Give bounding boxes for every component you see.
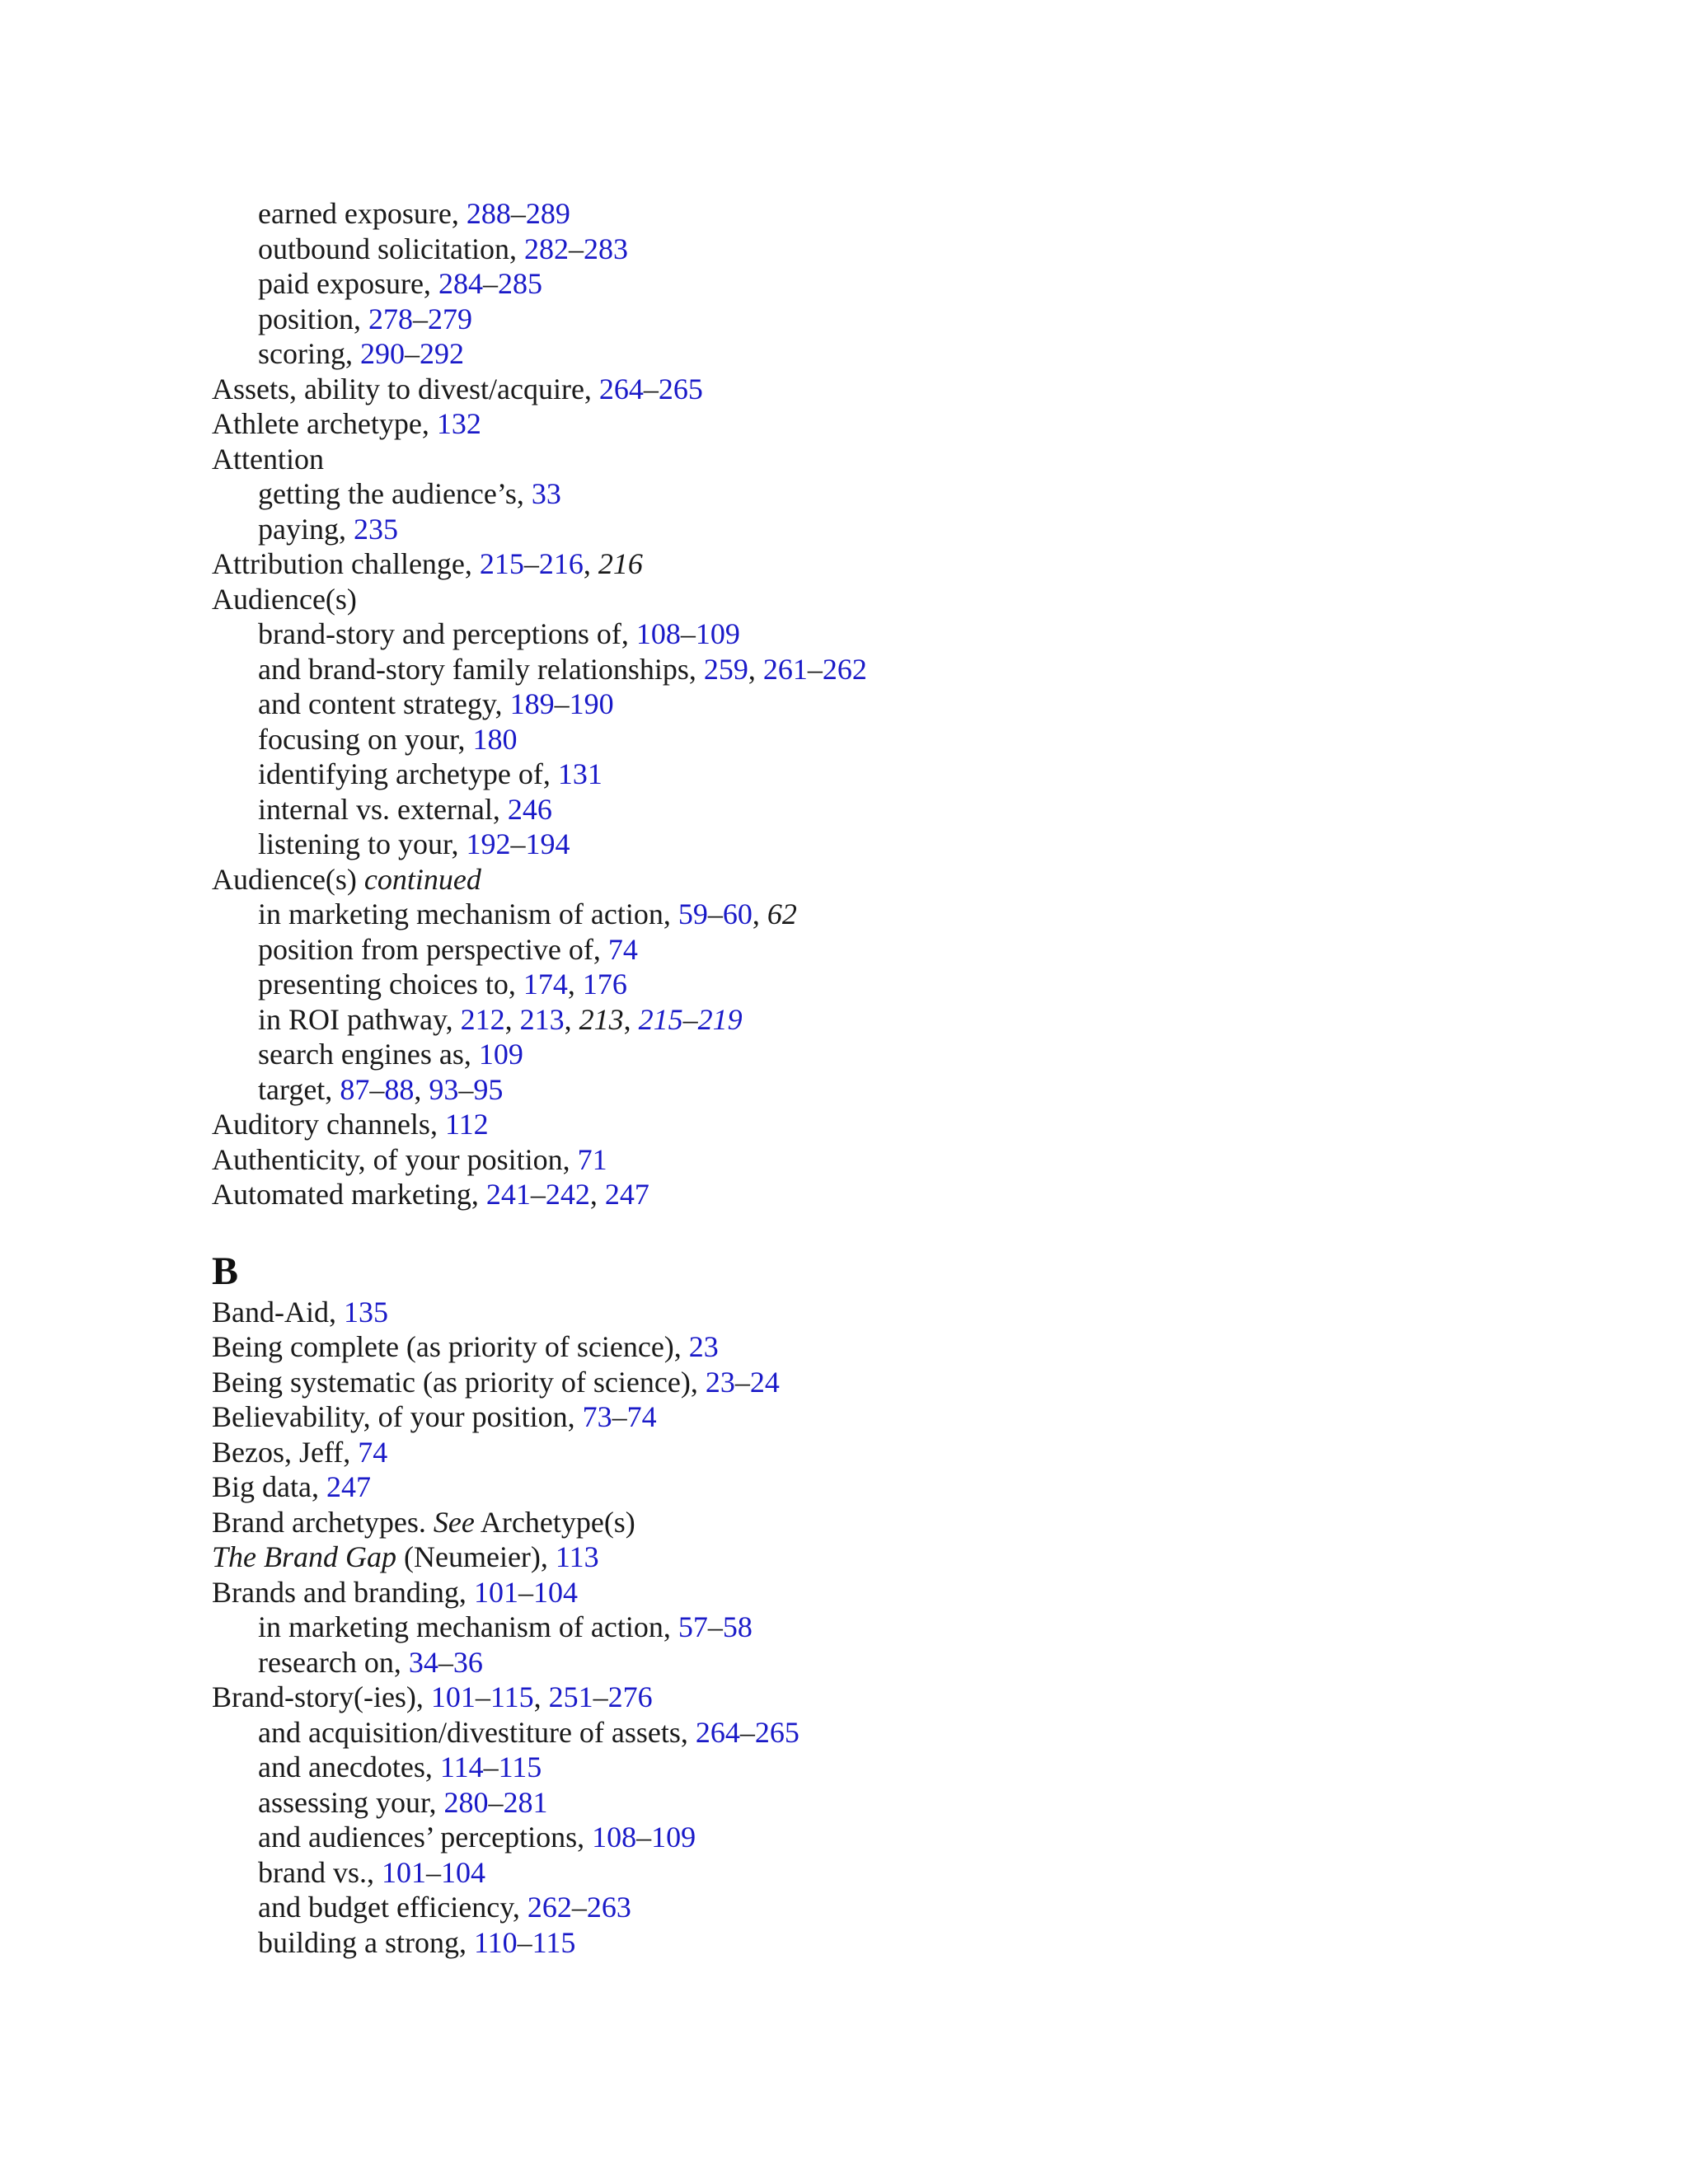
page-number-link[interactable]: 190 <box>569 687 614 720</box>
page-number-link[interactable]: 235 <box>353 512 398 546</box>
page-number-link[interactable]: 262 <box>527 1891 572 1924</box>
index-page <box>212 196 1613 1960</box>
index-entry <box>212 1680 1613 1715</box>
entry-text: internal vs. external, <box>258 792 508 826</box>
entry-text: , <box>533 1680 549 1713</box>
entry-text: Archetype(s) <box>474 1505 635 1539</box>
page-number-link[interactable]: 262 <box>822 652 867 686</box>
page-number-link[interactable]: 23 <box>705 1365 735 1399</box>
entry-text: – <box>568 232 584 265</box>
page-number-link[interactable]: 110 <box>473 1925 518 1959</box>
entry-text: – <box>475 1680 490 1713</box>
entry-text: in marketing mechanism of action, <box>258 898 678 930</box>
index-subentry <box>212 336 1613 372</box>
entry-text: – <box>554 687 570 720</box>
page-number-link[interactable]: 251 <box>548 1680 593 1713</box>
index-entry <box>212 1575 1613 1610</box>
page-number-link[interactable]: 265 <box>658 372 703 405</box>
page-number-link[interactable]: 247 <box>604 1178 649 1211</box>
index-entry <box>212 1435 1613 1470</box>
page-number-link[interactable]: 278 <box>368 302 414 335</box>
entry-text: Audience(s) <box>212 862 364 896</box>
page-number-link[interactable]: 34 <box>408 1645 438 1679</box>
page-number-link[interactable]: 112 <box>444 1108 489 1141</box>
entry-text: and anecdotes, <box>258 1750 440 1783</box>
page-number-link[interactable]: 109 <box>478 1038 523 1071</box>
index-subentry <box>212 1002 1613 1038</box>
entry-text: position from perspective of, <box>258 932 608 966</box>
page-number-link[interactable]: 285 <box>497 267 542 300</box>
index-subentry <box>212 932 1613 968</box>
page-number-link[interactable]: 101 <box>381 1855 426 1889</box>
entry-text: (Neumeier), <box>396 1540 556 1573</box>
page-number-link[interactable]: 24 <box>749 1365 780 1399</box>
entry-text: – <box>643 372 659 405</box>
entry-text: – <box>413 302 429 335</box>
entry-text: research on, <box>258 1645 409 1679</box>
entry-text: Brand-story(-ies), <box>212 1680 431 1713</box>
page-number-link[interactable]: 132 <box>436 407 481 440</box>
page-number-link[interactable]: 264 <box>598 372 644 405</box>
index-subentry <box>212 897 1613 932</box>
entry-text: and brand-story family relationships, <box>258 652 704 686</box>
page-number-link[interactable]: 246 <box>507 792 552 826</box>
page-number-link[interactable]: 57 <box>678 1610 708 1643</box>
entry-text: , <box>623 1002 639 1036</box>
page-number-link[interactable]: 247 <box>326 1470 371 1503</box>
index-entry <box>212 1540 1613 1575</box>
entry-text: Band-Aid, <box>212 1295 344 1329</box>
index-subentry <box>212 1855 1613 1891</box>
entry-text: and budget efficiency, <box>258 1891 528 1924</box>
entry-text: Auditory channels, <box>212 1108 445 1141</box>
index-subentry <box>212 757 1613 792</box>
entry-text: building a strong, <box>258 1925 474 1959</box>
entry-text: – <box>530 1178 546 1211</box>
entry-text: – <box>510 827 526 860</box>
page-number-link[interactable]: 115 <box>498 1750 542 1783</box>
index-entry <box>212 862 1613 898</box>
page-number-link[interactable]: 109 <box>695 617 740 650</box>
italic-text: The Brand Gap <box>212 1540 396 1573</box>
entry-text: – <box>571 1891 587 1924</box>
entry-text: Believability, of your position, <box>212 1400 583 1433</box>
index-subentry <box>212 1750 1613 1785</box>
page-number-link[interactable]: 108 <box>592 1821 637 1854</box>
entry-text: Attribution challenge, <box>212 547 480 580</box>
entry-text: Assets, ability to divest/acquire, <box>212 372 599 405</box>
page-number-link[interactable]: 265 <box>754 1715 799 1749</box>
entry-text: – <box>510 197 526 230</box>
entry-text: – <box>425 1855 441 1889</box>
page-number-link[interactable]: 23 <box>688 1330 719 1363</box>
page-number-link[interactable]: 74 <box>607 932 638 966</box>
entry-text: brand vs., <box>258 1855 382 1889</box>
entry-text: getting the audience’s, <box>258 477 532 510</box>
entry-text: in marketing mechanism of action, <box>258 1610 678 1643</box>
entry-text: – <box>488 1785 504 1819</box>
page-number-link[interactable]: 282 <box>523 232 569 265</box>
index-subentry <box>212 302 1613 337</box>
entry-text: paid exposure, <box>258 267 438 300</box>
entry-text: identifying archetype of, <box>258 757 558 790</box>
page-number-link[interactable]: 189 <box>509 687 555 720</box>
entry-text: earned exposure, <box>258 197 467 230</box>
entry-text: – <box>807 652 823 686</box>
page-number-link[interactable]: 109 <box>651 1821 696 1854</box>
index-subentry <box>212 476 1613 512</box>
entry-text: – <box>734 1365 750 1399</box>
page-number-link[interactable]: 114 <box>439 1750 484 1783</box>
page-number-link[interactable]: 219 <box>697 1002 743 1036</box>
page-number-link[interactable]: 292 <box>419 337 464 370</box>
entry-text: – <box>523 547 539 580</box>
entry-text: Automated marketing, <box>212 1178 486 1211</box>
italic-text: – <box>682 1002 698 1036</box>
entry-text: in ROI pathway, <box>258 1002 461 1036</box>
italic-text: See <box>433 1505 475 1539</box>
index-subentry <box>212 967 1613 1002</box>
page-number-link[interactable]: 87 <box>340 1072 370 1106</box>
page-number-link[interactable]: 241 <box>485 1178 531 1211</box>
entry-text: and acquisition/divestiture of assets, <box>258 1715 696 1749</box>
index-subentry <box>212 1785 1613 1821</box>
page-number-link[interactable]: 104 <box>532 1575 578 1609</box>
index-subentry <box>212 1645 1613 1680</box>
page-number-link[interactable]: 263 <box>586 1891 631 1924</box>
index-subentry <box>212 196 1613 232</box>
entry-text: Being systematic (as priority of science), <box>212 1365 706 1399</box>
page-number-link[interactable]: 194 <box>525 827 570 860</box>
entry-text: – <box>636 1821 652 1854</box>
page-number-link[interactable]: 281 <box>503 1785 548 1819</box>
entry-text: Being complete (as priority of science), <box>212 1330 689 1363</box>
italic-text: continued <box>363 862 481 896</box>
entry-text: Brand archetypes. <box>212 1505 434 1539</box>
entry-text: outbound solicitation, <box>258 232 524 265</box>
entry-text: Attention <box>212 442 324 476</box>
page-number-link[interactable]: 60 <box>722 898 753 930</box>
entry-text: focusing on your, <box>258 722 473 756</box>
entry-text: – <box>482 267 498 300</box>
entry-text: – <box>680 617 696 650</box>
page-number-link[interactable]: 101 <box>430 1680 476 1713</box>
entry-text: – <box>707 898 723 930</box>
page-number-link[interactable]: 174 <box>523 968 568 1001</box>
entry-text: – <box>404 337 420 370</box>
entry-text: – <box>739 1715 755 1749</box>
page-number-link[interactable]: 261 <box>762 652 808 686</box>
index-entry <box>212 582 1613 617</box>
index-entry <box>212 1399 1613 1435</box>
page-number-link[interactable]: 288 <box>466 197 511 230</box>
index-subentry <box>212 1890 1613 1925</box>
entry-text: listening to your, <box>258 827 467 860</box>
entry-text: Brands and branding, <box>212 1575 474 1609</box>
page-number-link[interactable]: 104 <box>440 1855 485 1889</box>
page-number-link[interactable]: 74 <box>358 1435 388 1469</box>
entry-text: , <box>414 1072 429 1106</box>
page-number-link[interactable]: 108 <box>635 617 681 650</box>
index-subentry <box>212 792 1613 827</box>
index-subentry <box>212 266 1613 302</box>
index-entry <box>212 1329 1613 1365</box>
index-subentry <box>212 1610 1613 1645</box>
entry-text: target, <box>258 1072 340 1106</box>
index-entry <box>212 1107 1613 1142</box>
page-number-link[interactable]: 115 <box>532 1925 576 1959</box>
italic-text: 213 <box>579 1002 624 1036</box>
index-entry <box>212 546 1613 582</box>
page-number-link[interactable]: 215 <box>638 1002 683 1036</box>
index-subentry <box>212 687 1613 722</box>
entry-text: – <box>707 1610 723 1643</box>
entry-text: – <box>518 1575 533 1609</box>
page-number-link[interactable]: 36 <box>452 1645 483 1679</box>
page-number-link[interactable]: 73 <box>582 1400 612 1433</box>
page-number-link[interactable]: 259 <box>703 652 748 686</box>
index-subentry <box>212 616 1613 652</box>
entry-text: position, <box>258 302 369 335</box>
index-entry <box>212 1505 1613 1540</box>
index-subentry <box>212 232 1613 267</box>
page-number-link[interactable]: 93 <box>429 1072 459 1106</box>
entry-text: Authenticity, of your position, <box>212 1142 578 1176</box>
page-number-link[interactable]: 176 <box>582 968 627 1001</box>
entry-text: – <box>517 1925 532 1959</box>
page-number-link[interactable]: 74 <box>626 1400 657 1433</box>
page-number-link[interactable]: 95 <box>473 1072 504 1106</box>
entry-text: Big data, <box>212 1470 326 1503</box>
index-subentry <box>212 722 1613 757</box>
index-subentry <box>212 1037 1613 1072</box>
entry-text: , <box>748 652 763 686</box>
entry-text: Audience(s) <box>212 582 357 616</box>
entry-text: Bezos, Jeff, <box>212 1435 359 1469</box>
italic-text: 216 <box>598 547 643 580</box>
entry-text: paying, <box>258 512 354 546</box>
index-entry <box>212 1142 1613 1178</box>
page-number-link[interactable]: 264 <box>695 1715 740 1749</box>
page-number-link[interactable]: 216 <box>538 547 584 580</box>
index-subentry <box>212 1072 1613 1108</box>
entry-text: , <box>564 1002 579 1036</box>
entry-text: , <box>567 968 583 1001</box>
page-number-link[interactable]: 213 <box>519 1002 565 1036</box>
index-subentry <box>212 1925 1613 1961</box>
entry-text: and content strategy, <box>258 687 510 720</box>
index-entry <box>212 1177 1613 1212</box>
page-number-link[interactable]: 192 <box>466 827 511 860</box>
page-number-link[interactable]: 115 <box>490 1680 534 1713</box>
entry-text: – <box>483 1750 499 1783</box>
index-entry <box>212 1365 1613 1400</box>
page-number-link[interactable]: 280 <box>443 1785 489 1819</box>
page-number-link[interactable]: 212 <box>460 1002 505 1036</box>
entry-text: scoring, <box>258 337 360 370</box>
index-subentry <box>212 1715 1613 1750</box>
entry-text: – <box>369 1072 385 1106</box>
entry-text: search engines as, <box>258 1038 479 1071</box>
entry-text: presenting choices to, <box>258 968 523 1001</box>
entry-text: , <box>504 1002 520 1036</box>
page-number-link[interactable]: 101 <box>473 1575 518 1609</box>
page-number-link[interactable]: 59 <box>678 898 708 930</box>
page-number-link[interactable]: 71 <box>577 1142 607 1176</box>
index-entry <box>212 1469 1613 1505</box>
index-entry <box>212 442 1613 477</box>
page-number-link[interactable]: 135 <box>343 1295 388 1329</box>
entry-text: , <box>752 898 767 930</box>
page-number-link[interactable]: 276 <box>607 1680 653 1713</box>
section-letter-heading: B <box>212 1249 239 1293</box>
index-entry <box>212 406 1613 442</box>
entry-text: – <box>593 1680 608 1713</box>
page-number-link[interactable]: 180 <box>472 722 518 756</box>
index-subentry <box>212 827 1613 862</box>
page-number-link[interactable]: 284 <box>438 267 483 300</box>
page-number-link[interactable]: 58 <box>722 1610 753 1643</box>
entry-text: – <box>612 1400 627 1433</box>
page-number-link[interactable]: 215 <box>479 547 524 580</box>
index-subentry <box>212 1820 1613 1855</box>
index-subentry <box>212 652 1613 687</box>
italic-text: 62 <box>767 898 797 930</box>
page-number-link[interactable]: 33 <box>531 477 561 510</box>
page-number-link[interactable]: 113 <box>555 1540 599 1573</box>
entry-text: Athlete archetype, <box>212 407 437 440</box>
entry-text: – <box>438 1645 453 1679</box>
page-number-link[interactable]: 88 <box>384 1072 415 1106</box>
entry-text: , <box>589 1178 605 1211</box>
page-number-link[interactable]: 131 <box>557 757 603 790</box>
entry-text: brand-story and perceptions of, <box>258 617 636 650</box>
index-entry <box>212 1295 1613 1330</box>
entry-text: assessing your, <box>258 1785 444 1819</box>
page-number-link[interactable]: 289 <box>525 197 570 230</box>
page-number-link[interactable]: 279 <box>428 302 473 335</box>
entry-text: , <box>583 547 598 580</box>
page-number-link[interactable]: 283 <box>583 232 628 265</box>
index-subentry <box>212 512 1613 547</box>
page-number-link[interactable]: 290 <box>359 337 405 370</box>
entry-text: and audiences’ perceptions, <box>258 1821 593 1854</box>
index-entry <box>212 372 1613 407</box>
page-number-link[interactable]: 242 <box>545 1178 590 1211</box>
entry-text: – <box>458 1072 474 1106</box>
